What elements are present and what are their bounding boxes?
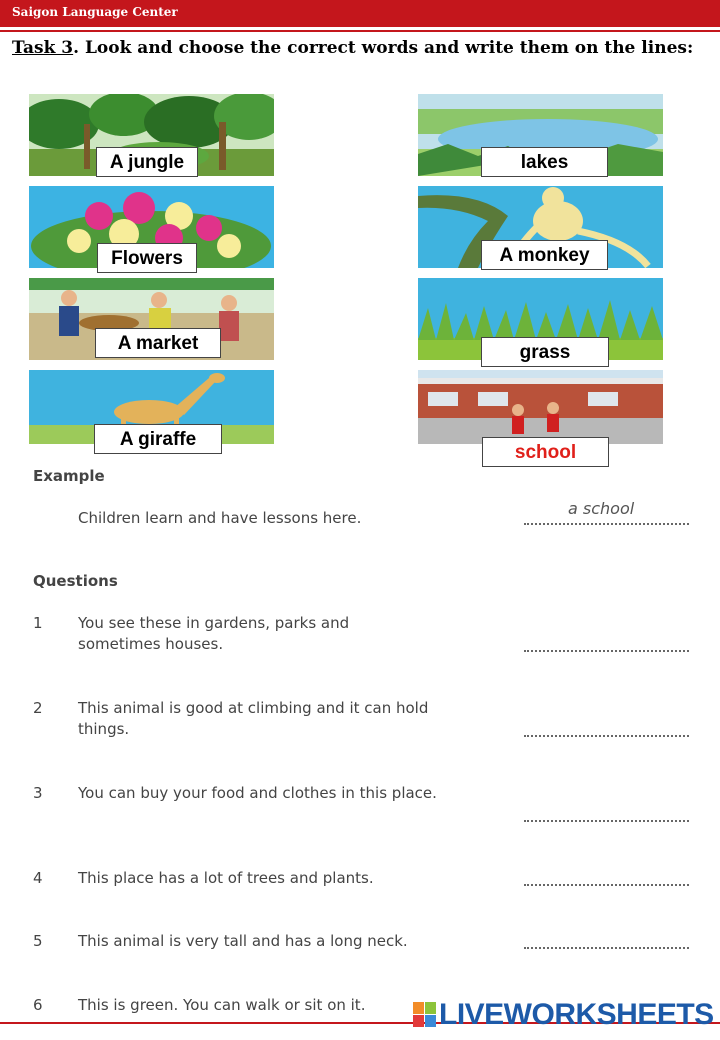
label-giraffe: A giraffe bbox=[94, 424, 222, 454]
question-number: 3 bbox=[33, 784, 43, 802]
answer-line-1[interactable] bbox=[524, 642, 689, 652]
label-school: school bbox=[482, 437, 609, 467]
label-grass: grass bbox=[481, 337, 609, 367]
question-text: You can buy your food and clothes in this place. bbox=[78, 784, 437, 802]
example-heading: Example bbox=[33, 467, 105, 485]
answer-line-3[interactable] bbox=[524, 812, 689, 822]
example-text: Children learn and have lessons here. bbox=[78, 509, 362, 527]
label-market: A market bbox=[95, 328, 221, 358]
answer-line-5[interactable] bbox=[524, 939, 689, 949]
question-text: This animal is very tall and has a long neck. bbox=[78, 932, 408, 950]
label-monkey: A monkey bbox=[481, 240, 608, 270]
liveworksheets-wordmark: LIVEWORKSHEETS bbox=[439, 998, 714, 1031]
label-flowers: Flowers bbox=[97, 243, 197, 273]
task-number: Task 3 bbox=[12, 38, 74, 58]
example-answer-line bbox=[524, 515, 689, 525]
question-text: You see these in gardens, parks and sometimes houses. bbox=[78, 614, 350, 653]
task-instruction: . Look and choose the correct words and write them on the lines: bbox=[73, 38, 694, 58]
task-title bbox=[12, 36, 712, 60]
header-divider bbox=[0, 30, 720, 32]
question-number: 5 bbox=[33, 932, 43, 950]
question-number: 6 bbox=[33, 996, 43, 1014]
question-number: 2 bbox=[33, 699, 43, 717]
answer-line-4[interactable] bbox=[524, 876, 689, 886]
liveworksheets-badge-icon bbox=[413, 1002, 437, 1028]
liveworksheets-logo bbox=[413, 1000, 713, 1032]
school-picture bbox=[418, 370, 663, 444]
question-text: This animal is good at climbing and it can hold things. bbox=[78, 699, 429, 738]
brand-name: Saigon Language Center bbox=[12, 5, 178, 19]
answer-line-2[interactable] bbox=[524, 727, 689, 737]
label-lakes: lakes bbox=[481, 147, 608, 177]
questions-heading: Questions bbox=[33, 572, 118, 590]
question-number: 1 bbox=[33, 614, 43, 632]
question-text: This place has a lot of trees and plants. bbox=[78, 869, 374, 887]
header-bar bbox=[0, 0, 720, 27]
question-number: 4 bbox=[33, 869, 43, 887]
question-text: This is green. You can walk or sit on it. bbox=[78, 996, 366, 1014]
example-answer: a school bbox=[568, 499, 635, 518]
label-jungle: A jungle bbox=[96, 147, 198, 177]
